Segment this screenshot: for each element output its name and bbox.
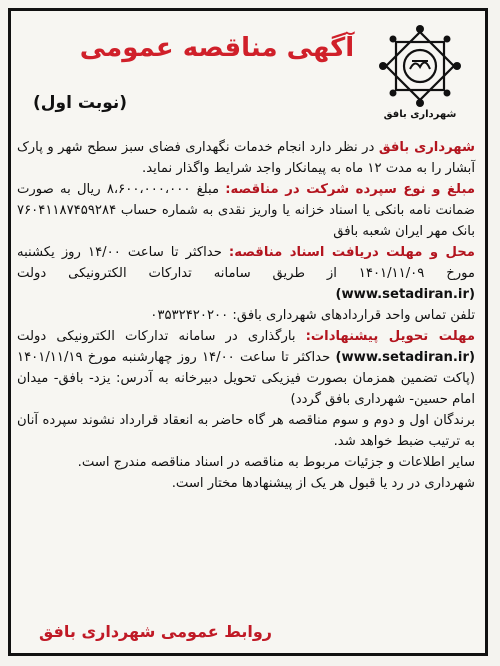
notice-body <box>17 137 475 494</box>
paragraph-submission <box>17 326 475 410</box>
paragraph-subject <box>17 137 475 179</box>
logo-caption: شهرداری بافق <box>383 109 457 120</box>
paragraph-winners <box>17 410 475 452</box>
phone-text: تلفن تماس واحد قراردادهای شهرداری بافق: ۰۳۵۳۲۴۲۰۲۰۰ <box>150 308 475 323</box>
paragraph-deposit <box>17 179 475 242</box>
issuer-name: شهرداری بافق <box>378 140 475 155</box>
submission-text-2: حداکثر تا ساعت ۱۴/۰۰ روز چهارشنبه مورخ ۱۴۰۱/۱۱/۱۹ (پاکت تضمین همزمان بصورت فیزیکی تحویل دبیرخانه به آدرس: یزد- بافق- میدان امام حسین- شهرداری بافق گردد) <box>17 350 475 407</box>
setad-link[interactable]: (www.setadiran.ir) <box>335 287 475 302</box>
paragraph-documents <box>17 242 475 305</box>
deposit-text: مبلغ ۸،۶۰۰،۰۰۰،۰۰۰ ریال به صورت ضمانت نامه بانکی یا اسناد خزانه یا واریز نقدی به شماره حساب ۷۶۰۴۱۱۸۷۴۵۹۲۸۴ بانک مهر ایران شعبه بافق <box>17 182 475 239</box>
tender-notice <box>8 8 488 656</box>
paragraph-info <box>17 452 475 473</box>
subject-text: در نظر دارد انجام خدمات نگهداری فضای سبز سطح شهر و پارک آبشار را به مدت ۱۲ ماه به پیمانکار واجد شرایط واگذار نماید. <box>17 140 475 176</box>
submission-text: بارگذاری در سامانه تدارکات الکترونیکی دولت <box>17 329 306 344</box>
deposit-heading: مبلغ و نوع سپرده شرکت در مناقصه: <box>225 182 475 197</box>
documents-heading: محل و مهلت دریافت اسناد مناقصه: <box>228 245 475 260</box>
public-relations-signature: روابط عمومی شهرداری بافق <box>39 622 273 641</box>
winners-text: برندگان اول و دوم و سوم مناقصه هر گاه حاضر به انعقاد قرارداد نشوند سپرده آنان به ترتیب ضبط خواهد شد. <box>17 413 475 449</box>
paragraph-rights <box>17 473 475 494</box>
paragraph-phone <box>17 305 475 326</box>
notice-title: آگهی مناقصه عمومی <box>79 33 355 63</box>
municipality-logo <box>365 23 475 133</box>
info-text: سایر اطلاعات و جزئیات مربوط به مناقصه در اسناد مناقصه مندرج است. <box>77 455 475 470</box>
municipality-emblem-icon <box>377 23 463 109</box>
documents-text: حداکثر تا ساعت ۱۴/۰۰ روز یکشنبه مورخ ۱۴۰۱/۱۱/۰۹ از طریق سامانه تدارکات الکترونیکی دولت <box>17 245 475 281</box>
rights-text: شهرداری در رد یا قبول هر یک از پیشنهادها مختار است. <box>171 476 475 491</box>
setad-link-2[interactable]: (www.setadiran.ir) <box>335 350 475 365</box>
submission-heading: مهلت تحویل پیشنهادات: <box>305 329 476 344</box>
notice-round: (نوبت اول) <box>33 93 128 113</box>
